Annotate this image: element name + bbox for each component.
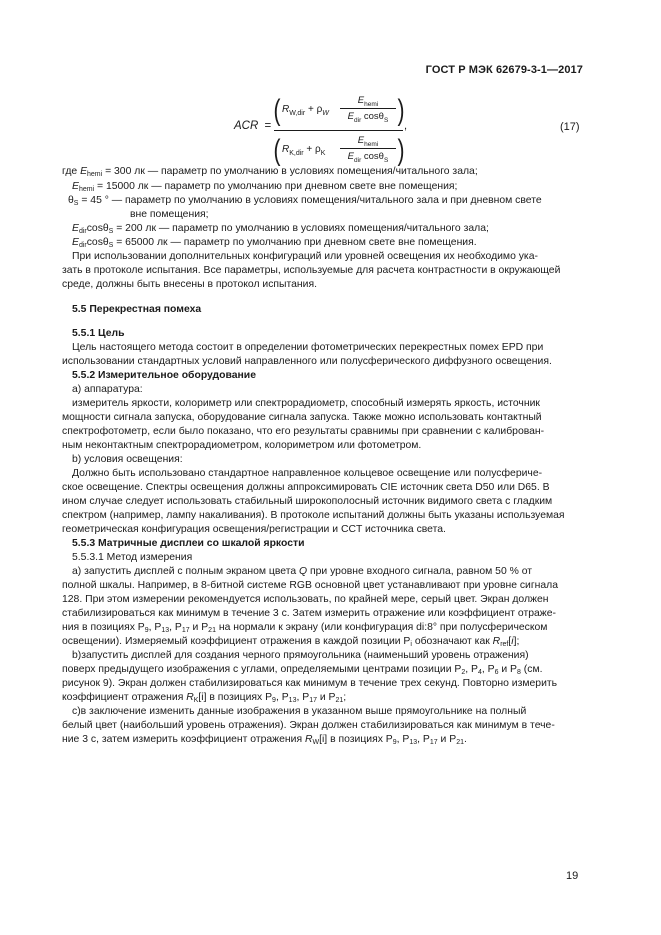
text-run: коэффициент отражения — [62, 692, 187, 703]
text-run: 5.5.3.1 Метод измерения — [72, 552, 193, 563]
subscript: dir — [354, 156, 362, 164]
document-header: ГОСТ Р МЭК 62679-3-1—2017 — [425, 64, 583, 76]
text-line — [72, 383, 592, 397]
text-line — [62, 691, 582, 705]
text-line — [72, 467, 592, 481]
text-run: При использовании дополнительных конфигураций или уровней освещения их необходимо ука- — [72, 251, 538, 262]
text-run: = 15000 лк — параметр по умолчанию при дневном свете вне помещения; — [94, 181, 458, 192]
text-run: полной шкалы. Например, в 8-битной системе RGB основной цвет устанавливают при уровне сигнала — [62, 580, 559, 591]
subscript: 9 — [272, 697, 276, 704]
page-number: 19 — [566, 870, 579, 882]
text-line — [72, 236, 592, 250]
subscript: K — [320, 150, 326, 157]
text-run: R — [304, 734, 313, 745]
subscript: S — [73, 200, 79, 207]
text-run: = 300 лк — параметр по умолчанию в условиях помещения/читального зала; — [102, 166, 478, 177]
text-run: + ρ — [303, 144, 321, 155]
text-run: E — [357, 95, 365, 106]
numerator-frac-top — [340, 94, 396, 107]
text-run: E — [72, 237, 79, 248]
subscript: S — [383, 116, 389, 124]
text-line — [62, 719, 582, 733]
text-line — [62, 495, 582, 509]
text-line — [62, 677, 582, 691]
formula-lhs-symbol: ACR — [234, 120, 259, 132]
subscript: hemi — [364, 100, 379, 108]
text-run: E — [357, 135, 365, 146]
text-run: и P — [437, 734, 457, 745]
subscript: S — [108, 242, 114, 249]
paren-left: ( — [273, 134, 281, 167]
text-run: освещении). Измеряемый коэффициент отражения в каждой позиции P — [62, 636, 411, 647]
text-run: b)запустить дисплей для создания черного прямоугольника (наименьший уровень отражения) — [72, 650, 529, 661]
text-run: 5.5.1 Цель — [72, 328, 125, 339]
text-run: спектром (например, лампу накаливания). В протоколе испытаний должны быть указаны используемая — [62, 510, 565, 521]
acr-formula — [228, 92, 408, 168]
formula-fraction-line — [274, 130, 403, 131]
text-run: [i] в позициях P — [198, 692, 273, 703]
numerator-frac-bar — [340, 108, 396, 109]
subscript: dir — [78, 242, 87, 249]
subscript: hemi — [78, 186, 95, 193]
paren-right: ) — [397, 94, 405, 127]
text-run: 5.5.2 Измерительное оборудование — [72, 370, 256, 381]
text-run: cosθ — [361, 151, 384, 162]
text-line — [62, 439, 582, 453]
text-run: зать в протоколе испытания. Все параметры, используемые для расчета контрастности в окружающей — [62, 265, 561, 276]
subscript: 6 — [494, 669, 499, 676]
formula-lhs — [234, 120, 271, 132]
text-line — [62, 278, 582, 292]
text-run: измеритель яркости, колориметр или спектрорадиометр, способный измерять яркость, источник — [72, 398, 540, 409]
text-line — [72, 565, 592, 579]
text-run: cosθ — [361, 111, 384, 122]
text-run: где — [62, 166, 81, 177]
subscript: 17 — [309, 697, 317, 704]
text-run: R — [282, 144, 290, 155]
text-run: = 65000 лк — параметр по умолчанию при дневном свете вне помещения. — [113, 237, 477, 248]
text-run: и P — [498, 664, 517, 675]
subscript: W — [312, 739, 320, 746]
denominator-frac-top — [340, 134, 396, 147]
text-line — [62, 635, 582, 649]
text-run: Должно быть использовано стандартное направленное кольцевое освещение или полусфериче- — [72, 468, 543, 479]
text-run: 5.5.3 Матричные дисплеи со шкалой яркости — [72, 538, 305, 549]
text-run: на нормали к экрану (или конфигурация di:8° при полусферическом — [215, 622, 548, 633]
denominator-frac-bottom — [340, 150, 396, 163]
section-heading — [72, 369, 592, 383]
text-run: Q — [299, 566, 308, 577]
text-run: cosθ — [86, 237, 109, 248]
formula-equals: = — [264, 120, 272, 132]
formula-comma: , — [404, 120, 408, 132]
text-run: , P — [465, 664, 478, 675]
text-line — [72, 180, 592, 194]
text-run: R — [492, 636, 501, 647]
subscript: 13 — [409, 739, 418, 746]
section-heading — [72, 327, 592, 341]
text-run: и P — [189, 622, 209, 633]
text-run: рисунок 9). Экран должен стабилизироваться как минимум в течение трех секунд. Повторно измерить — [62, 678, 558, 689]
subscript: 13 — [161, 627, 170, 634]
text-run: , P — [169, 622, 182, 633]
text-run: = 45 ° — параметр по умолчанию в условиях помещения/читального зала и при дневном свете — [78, 195, 542, 206]
subscript: 17 — [181, 627, 190, 634]
text-line — [62, 509, 582, 523]
text-line — [72, 341, 592, 355]
subscript: i — [410, 641, 412, 648]
subscript: K — [193, 697, 199, 704]
subscript: S — [383, 156, 389, 164]
numerator-fraction — [340, 94, 396, 123]
text-run: , P — [275, 692, 289, 703]
text-line — [72, 222, 592, 236]
text-run: , P — [396, 734, 410, 745]
paren-right: ) — [397, 134, 405, 167]
text-run: [ — [508, 636, 512, 647]
subscript: W,dir — [289, 110, 306, 117]
subscript: 4 — [477, 669, 482, 676]
text-run: cosθ — [86, 223, 109, 234]
text-line — [72, 453, 592, 467]
text-line — [62, 523, 582, 537]
text-run: среде, должны быть внесены в протокол испытания. — [62, 279, 317, 290]
section-heading — [72, 537, 592, 551]
subscript: 21 — [335, 697, 344, 704]
subscript: dir — [78, 228, 87, 235]
subscript: 9 — [392, 739, 397, 746]
subscript: S — [108, 228, 114, 235]
text-line — [62, 355, 582, 369]
text-line — [62, 593, 582, 607]
text-line — [62, 264, 582, 278]
text-line — [72, 250, 592, 264]
text-run: E — [347, 111, 355, 122]
text-run: 5.5 Перекрестная помеха — [72, 304, 202, 315]
subscript: 8 — [517, 669, 521, 676]
text-run: . — [463, 734, 467, 745]
text-run: , P — [296, 692, 310, 703]
text-run: поверх предыдущего изображения с углами, определяемыми центрами позиции P — [62, 664, 462, 675]
text-run: использовании стандартных условий направленного или полусферического диффузного освещения. — [62, 356, 552, 367]
text-run: ином случае следует использовать стабильный широкополосный источник видимого света с гладким — [62, 496, 553, 507]
subscript: hemi — [364, 140, 379, 148]
subscript: dir — [354, 116, 362, 124]
text-run: i — [511, 636, 514, 647]
subscript: 21 — [456, 739, 464, 746]
subscript: 17 — [429, 739, 438, 746]
text-run: E — [347, 151, 355, 162]
text-run: ния в позициях P — [62, 622, 145, 633]
text-line — [62, 733, 582, 747]
text-line — [72, 649, 592, 663]
text-line — [72, 705, 592, 719]
text-run: ние 3 с, затем измерить коэффициент отражения — [62, 734, 305, 745]
text-line — [72, 551, 592, 565]
text-run: + ρ — [305, 104, 323, 115]
text-run: , P — [481, 664, 495, 675]
text-run: мощности сигнала запуска, оборудование сигнала запуска. Также можно использовать контактный — [62, 412, 542, 423]
denominator-fraction — [340, 134, 396, 163]
text-run: Цель настоящего метода состоит в определении фотометрических перекрестных помех EPD при — [72, 342, 544, 353]
text-run: (см. — [520, 664, 543, 675]
subscript: 21 — [208, 627, 216, 634]
text-line — [62, 165, 582, 179]
text-run: обозначают как — [411, 636, 493, 647]
text-line — [62, 481, 582, 495]
text-run: E — [72, 223, 79, 234]
text-run: θ — [68, 195, 74, 206]
numerator-term — [282, 104, 329, 117]
text-run: ным неконтактным спектрорадиометром, колориметром или фотометром. — [62, 440, 422, 451]
text-run: R — [186, 692, 194, 703]
text-run: R — [282, 104, 290, 115]
text-line — [62, 663, 582, 677]
text-run: вне помещения; — [130, 209, 209, 220]
text-run: a) запустить дисплей с полным экраном цвета — [72, 566, 300, 577]
text-line — [62, 607, 582, 621]
text-run: стабилизироваться как минимум в течение 3 с. Затем измерить отражение или коэффициент отраже- — [62, 608, 556, 619]
text-line — [68, 194, 588, 208]
text-run: c)в заключение изменить данные изображения в указанном выше прямоугольнике на полный — [72, 706, 527, 717]
subscript: 2 — [461, 669, 466, 676]
text-run: E — [80, 166, 87, 177]
text-line — [62, 621, 582, 635]
subscript: 13 — [288, 697, 297, 704]
text-run: 128. При этом измерении рекомендуется использовать, по крайней мере, серый цвет. Экран должен — [62, 594, 549, 605]
text-run: = 200 лк — параметр по умолчанию в условиях помещения/читального зала; — [113, 223, 489, 234]
text-run: белый цвет (наибольший уровень отражения). Экран должен стабилизироваться как минимум в тече- — [62, 720, 555, 731]
text-run: ; — [343, 692, 347, 703]
equation-number: (17) — [560, 121, 580, 133]
text-line — [72, 397, 592, 411]
denominator-frac-bar — [340, 148, 396, 149]
text-run: , P — [148, 622, 162, 633]
numerator-frac-bottom — [340, 110, 396, 123]
subscript: 9 — [144, 627, 149, 634]
denominator-term — [282, 144, 325, 157]
subscript: ref — [500, 641, 509, 648]
text-run: и P — [316, 692, 336, 703]
text-run: ское освещение. Спектры освещения должны аппроксимировать CIE источник света D50 или D65. В — [62, 482, 550, 493]
text-run: а) аппаратура: — [72, 384, 143, 395]
text-run: геометрическая конфигурация освещения/регистрации и CCT источника света. — [62, 524, 446, 535]
subscript: hemi — [87, 171, 103, 178]
section-heading — [72, 303, 592, 317]
text-run: , P — [417, 734, 430, 745]
text-line — [62, 411, 582, 425]
text-run: [i] в позициях P — [319, 734, 393, 745]
formula-denominator — [272, 134, 406, 168]
text-run: E — [72, 181, 79, 192]
text-run: при уровне входного сигнала, равном 50 % от — [307, 566, 533, 577]
subscript: W — [322, 110, 329, 117]
text-run: спектрофотометр, если было показано, что его результаты сравнимы при сравнении с калиброван- — [62, 426, 545, 437]
text-line — [62, 425, 582, 439]
text-run: ]; — [513, 636, 520, 647]
text-line — [130, 208, 650, 222]
paren-left: ( — [273, 94, 281, 127]
text-run: b) условия освещения: — [72, 454, 183, 465]
subscript: K,dir — [289, 150, 304, 157]
formula-numerator — [272, 94, 406, 128]
text-line — [62, 579, 582, 593]
